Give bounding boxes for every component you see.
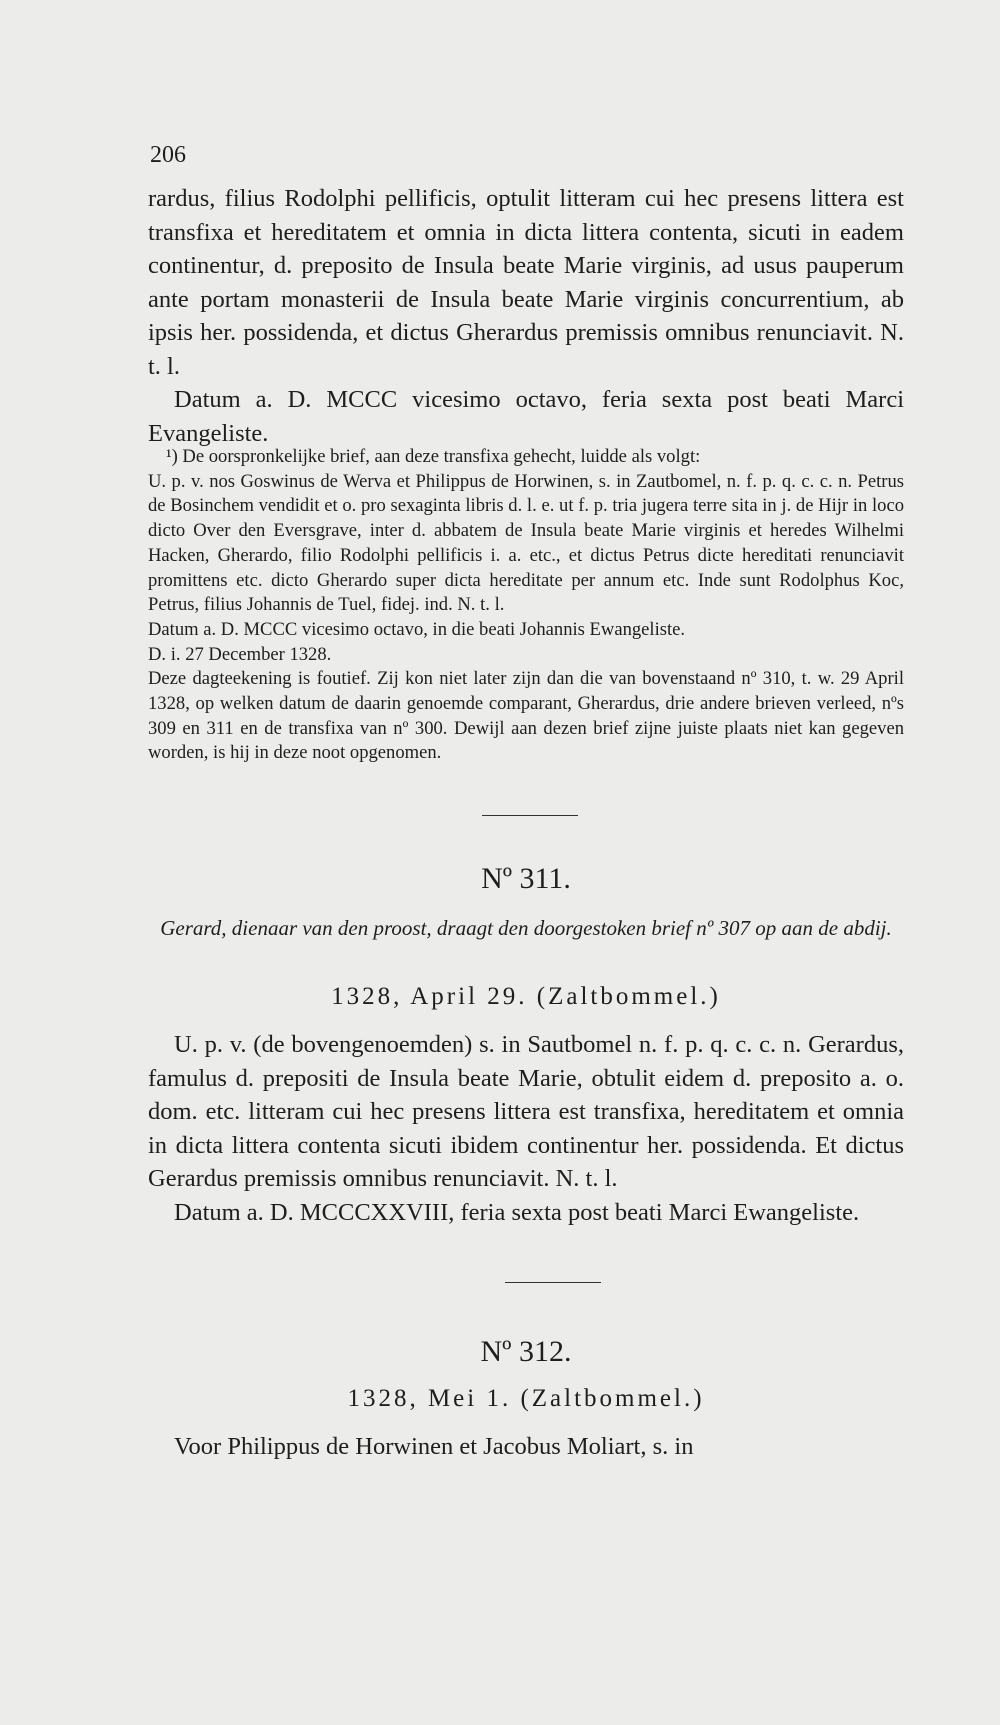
- intro-text: [148, 182, 904, 450]
- charter-311-body: U. p. v. (de bovengenoemden) s. in Sautbomel n. f. p. q. c. c. n. Gerardus, famulus d. prepositi de Insula beate Marie, obtulit eidem d. preposito a. o. dom. etc. litteram cui hec presens littera est transfixa, hereditatem et omnia in dicta littera contenta sicuti ibidem continentur her. possidenda. Et dictus Gerardus premissis omnibus renunciavit. N. t. l.: [148, 1031, 904, 1192]
- footnote-datum: Datum a. D. MCCC vicesimo octavo, in die beati Johannis Ewangeliste.: [148, 618, 686, 640]
- charter-311-regest: Gerard, dienaar van den proost, draagt den doorgestoken brief nº 307 op aan de abdij.: [160, 916, 892, 940]
- intro-paragraph: rardus, filius Rodolphi pellificis, optulit litteram cui hec presens littera est transfixa et hereditatem et omnia in dicta littera contenta, sicuti in eadem continentur, d. preposito de Insula beate Marie virginis, ad usus pauperum ante portam monasterii de Insula beate Marie virginis concurrentium, ab ipsis her. possidenda, et dictus Gherardus premissis omnibus renunciavit. N. t. l.: [148, 185, 904, 380]
- section-divider: [505, 1282, 601, 1283]
- charter-312-number: Nº 312.: [480, 1335, 572, 1368]
- page-number: 206: [150, 142, 186, 168]
- charter-311-number: Nº 311.: [481, 862, 571, 895]
- footnote: [148, 445, 904, 766]
- charter-312-first-line: Voor Philippus de Horwinen et Jacobus Moliart, s. in: [174, 1433, 694, 1460]
- intro-datum: Datum a. D. MCCC vicesimo octavo, feria sexta post beati Marci Evangeliste.: [148, 386, 904, 447]
- charter-311-datum: Datum a. D. MCCCXXVIII, feria sexta post beati Marci Ewangeliste.: [174, 1198, 860, 1226]
- footnote-date-resolution: D. i. 27 December 1328.: [148, 643, 332, 665]
- charter-311-date: 1328, April 29. (Zaltbommel.): [331, 983, 721, 1010]
- footnote-intro: ¹) De oorspronkelijke brief, aan deze transfixa gehecht, luidde als volgt:: [166, 446, 701, 467]
- footnote-original-text: U. p. v. nos Goswinus de Werva et Philippus de Horwinen, s. in Zautbomel, n. f. p. q. c. c. n. Petrus de Bosinchem vendidit et o. pro sexaginta libris d. l. e. ut f. p. tria jugera terre sita in j. de Hijr in loco dicto Over den Eversgrave, inter d. abbatem de Insula beate Marie virginis et heredes Wilhelmi Hacken, Gherardo, filio Rodolphi pellificis i. a. etc., et dictus Petrus dicte hereditati renunciavit promittens etc. dicto Gherardo super dicta hereditate per annum etc. Inde sunt Rodolphus Koc, Petrus, filius Johannis de Tuel, fidej. ind. N. t. l.: [148, 470, 904, 616]
- charter-312-date: 1328, Mei 1. (Zaltbommel.): [347, 1385, 705, 1412]
- charter-312-text: [148, 1430, 904, 1464]
- section-divider: [482, 815, 578, 816]
- footnote-commentary: Deze dagteekening is foutief. Zij kon niet later zijn dan die van bovenstaand nº 310, t. w. 29 April 1328, op welken datum de daarin genoemde comparant, Gherardus, drie andere brieven verleed, nºs 309 en 311 en de transfixa van nº 300. Dewijl aan dezen brief zijne juiste plaats niet kan gegeven worden, is hij in deze noot opgenomen.: [148, 668, 904, 764]
- charter-311-text: [148, 1028, 904, 1229]
